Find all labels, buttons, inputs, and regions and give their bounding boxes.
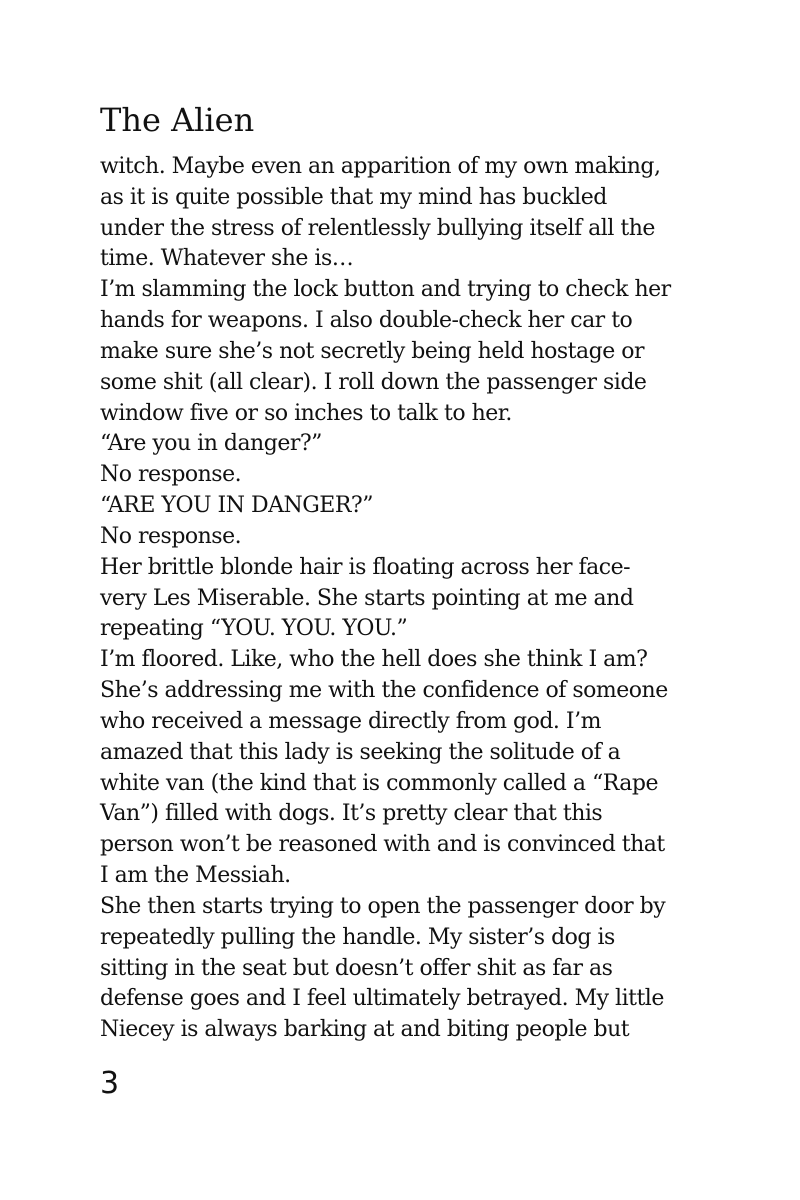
text-line: Van”) filled with dogs. It’s pretty clear that this <box>100 801 603 827</box>
text-line: white van (the kind that is commonly called a “Rape <box>100 770 659 796</box>
text-line: amazed that this lady is seeking the solitude of a <box>100 739 621 765</box>
text-line: I’m slamming the lock button and trying to check her <box>100 277 671 303</box>
text-line: some shit (all clear). I roll down the passenger side <box>100 369 647 395</box>
text-line: repeating “YOU. YOU. YOU.” <box>100 616 408 642</box>
text-line: under the stress of relentlessly bullying itself all the <box>100 215 655 241</box>
text-line: I am the Messiah. <box>100 863 291 889</box>
text-line: Niecey is always barking at and biting people but <box>100 1017 630 1043</box>
text-line: No response. <box>100 523 242 549</box>
text-line: witch. Maybe even an apparition of my own making, <box>100 154 661 179</box>
text-line: defense goes and I feel ultimately betrayed. My little <box>100 986 664 1012</box>
text-line: sitting in the seat but doesn’t offer shit as far as <box>100 955 613 981</box>
running-head-title: The Alien <box>100 101 255 139</box>
text-line: very Les Miserable. She starts pointing at me and <box>100 585 634 611</box>
text-line: hands for weapons. I also double-check her car to <box>100 308 633 334</box>
text-line: She’s addressing me with the confidence of someone <box>100 678 668 704</box>
text-line: make sure she’s not secretly being held hostage or <box>100 338 644 364</box>
body-text <box>100 152 700 1046</box>
text-line: time. Whatever she is… <box>100 246 354 272</box>
text-line: “Are you in danger?” <box>100 431 322 457</box>
text-line: repeatedly pulling the handle. My sister’s dog is <box>100 924 615 950</box>
text-line: I’m floored. Like, who the hell does she think I am? <box>100 647 648 673</box>
text-line: Her brittle blonde hair is floating across her face- <box>100 554 631 580</box>
text-line: “ARE YOU IN DANGER?” <box>100 493 373 519</box>
text-line: window five or so inches to talk to her. <box>100 400 512 426</box>
text-line: No response. <box>100 462 242 488</box>
page-number: 3 <box>100 1066 120 1101</box>
text-line: She then starts trying to open the passenger door by <box>100 893 666 919</box>
text-line: as it is quite possible that my mind has buckled <box>100 184 607 210</box>
text-line: who received a message directly from god. I’m <box>100 708 601 734</box>
text-line: person won’t be reasoned with and is convinced that <box>100 832 665 858</box>
